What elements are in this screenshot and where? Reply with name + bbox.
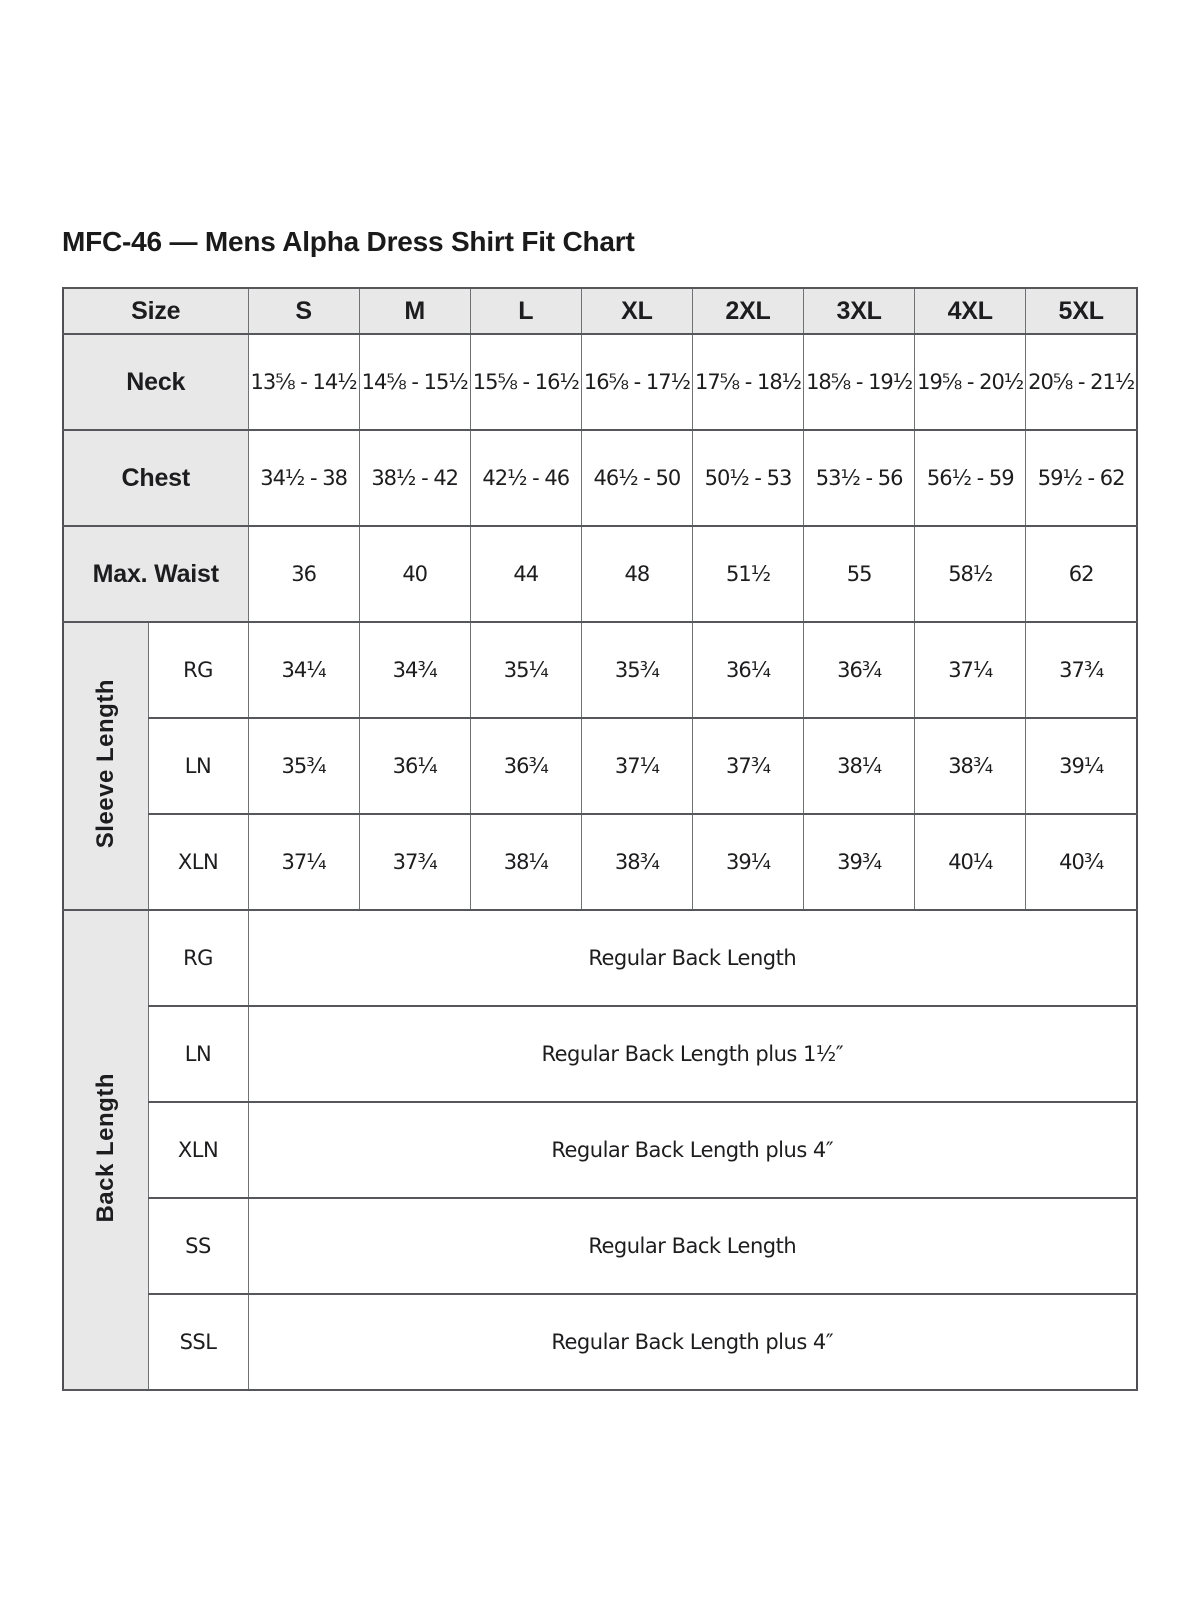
back-ssl-desc-cell: Regular Back Length plus 4″ (248, 1294, 1137, 1390)
sleeve-length-vertical-text: Sleeve Length (91, 678, 119, 849)
max-waist-value-cell: 62 (1026, 526, 1137, 622)
sleeve-ln-value-cell: 38¾ (915, 718, 1026, 814)
chest-value-cell: 50½ - 53 (692, 430, 803, 526)
sleeve-rg-value-cell: 36¼ (692, 622, 803, 718)
size-header-cell: Size (63, 288, 248, 334)
size-header-row (63, 288, 1137, 334)
row-label-chest: Chest (63, 430, 248, 526)
max-waist-value-cell: 55 (804, 526, 915, 622)
sleeve-xln-row (63, 814, 1137, 910)
chest-value-cell: 38½ - 42 (359, 430, 470, 526)
sleeve-rg-value-cell: 37¼ (915, 622, 1026, 718)
max-waist-value-cell: 44 (470, 526, 581, 622)
neck-value-cell: 20⅝ - 21½ (1026, 334, 1137, 430)
back-ln-row (63, 1006, 1137, 1102)
sleeve-ln-value-cell: 35¾ (248, 718, 359, 814)
sleeve-ln-value-cell: 37¾ (692, 718, 803, 814)
chest-row (63, 430, 1137, 526)
back-length-group-label (63, 910, 148, 1390)
sleeve-rg-value-cell: 34¾ (359, 622, 470, 718)
back-ss-desc-cell: Regular Back Length (248, 1198, 1137, 1294)
max-waist-value-cell: 58½ (915, 526, 1026, 622)
fit-chart-table (62, 287, 1138, 1391)
sleeve-ln-row (63, 718, 1137, 814)
neck-value-cell: 17⅝ - 18½ (692, 334, 803, 430)
neck-row (63, 334, 1137, 430)
sleeve-rg-value-cell: 35¾ (581, 622, 692, 718)
neck-value-cell: 13⅝ - 14½ (248, 334, 359, 430)
back-ssl-row (63, 1294, 1137, 1390)
size-col-header-xl: XL (581, 288, 692, 334)
back-ssl-code-cell: SSL (148, 1294, 248, 1390)
size-col-header-s: S (248, 288, 359, 334)
size-col-header-2xl: 2XL (692, 288, 803, 334)
sleeve-rg-value-cell: 35¼ (470, 622, 581, 718)
sleeve-ln-value-cell: 38¼ (804, 718, 915, 814)
max-waist-value-cell: 40 (359, 526, 470, 622)
sleeve-ln-value-cell: 36¼ (359, 718, 470, 814)
back-xln-desc-cell: Regular Back Length plus 4″ (248, 1102, 1137, 1198)
chest-value-cell: 46½ - 50 (581, 430, 692, 526)
neck-value-cell: 16⅝ - 17½ (581, 334, 692, 430)
sleeve-ln-value-cell: 36¾ (470, 718, 581, 814)
back-rg-code-cell: RG (148, 910, 248, 1006)
back-xln-code-cell: XLN (148, 1102, 248, 1198)
size-col-header-4xl: 4XL (915, 288, 1026, 334)
max-waist-value-cell: 36 (248, 526, 359, 622)
sleeve-xln-value-cell: 38¼ (470, 814, 581, 910)
sleeve-rg-value-cell: 34¼ (248, 622, 359, 718)
row-label-max-waist: Max. Waist (63, 526, 248, 622)
chest-value-cell: 53½ - 56 (804, 430, 915, 526)
chest-value-cell: 34½ - 38 (248, 430, 359, 526)
sleeve-xln-value-cell: 39¼ (692, 814, 803, 910)
back-rg-desc-cell: Regular Back Length (248, 910, 1137, 1006)
max-waist-row (63, 526, 1137, 622)
neck-value-cell: 18⅝ - 19½ (804, 334, 915, 430)
sleeve-xln-value-cell: 37¼ (248, 814, 359, 910)
back-ln-desc-cell: Regular Back Length plus 1½″ (248, 1006, 1137, 1102)
sleeve-xln-value-cell: 40¾ (1026, 814, 1137, 910)
chest-value-cell: 42½ - 46 (470, 430, 581, 526)
sleeve-rg-value-cell: 37¾ (1026, 622, 1137, 718)
back-length-vertical-text: Back Length (91, 1072, 119, 1223)
sleeve-rg-row (63, 622, 1137, 718)
sleeve-xln-value-cell: 40¼ (915, 814, 1026, 910)
chest-value-cell: 59½ - 62 (1026, 430, 1137, 526)
neck-value-cell: 14⅝ - 15½ (359, 334, 470, 430)
size-col-header-m: M (359, 288, 470, 334)
chest-value-cell: 56½ - 59 (915, 430, 1026, 526)
sleeve-rg-code-cell: RG (148, 622, 248, 718)
page-title: MFC-46 — Mens Alpha Dress Shirt Fit Chart (62, 226, 635, 257)
sleeve-xln-value-cell: 37¾ (359, 814, 470, 910)
sleeve-length-group-label (63, 622, 148, 910)
max-waist-value-cell: 48 (581, 526, 692, 622)
neck-value-cell: 19⅝ - 20½ (915, 334, 1026, 430)
size-col-header-5xl: 5XL (1026, 288, 1137, 334)
back-rg-row (63, 910, 1137, 1006)
back-xln-row (63, 1102, 1137, 1198)
row-label-neck: Neck (63, 334, 248, 430)
back-ss-code-cell: SS (148, 1198, 248, 1294)
back-ss-row (63, 1198, 1137, 1294)
sleeve-xln-code-cell: XLN (148, 814, 248, 910)
back-ln-code-cell: LN (148, 1006, 248, 1102)
sleeve-ln-code-cell: LN (148, 718, 248, 814)
sleeve-xln-value-cell: 38¾ (581, 814, 692, 910)
size-col-header-l: L (470, 288, 581, 334)
max-waist-value-cell: 51½ (692, 526, 803, 622)
sleeve-xln-value-cell: 39¾ (804, 814, 915, 910)
sleeve-ln-value-cell: 37¼ (581, 718, 692, 814)
sleeve-rg-value-cell: 36¾ (804, 622, 915, 718)
sleeve-ln-value-cell: 39¼ (1026, 718, 1137, 814)
size-col-header-3xl: 3XL (804, 288, 915, 334)
neck-value-cell: 15⅝ - 16½ (470, 334, 581, 430)
